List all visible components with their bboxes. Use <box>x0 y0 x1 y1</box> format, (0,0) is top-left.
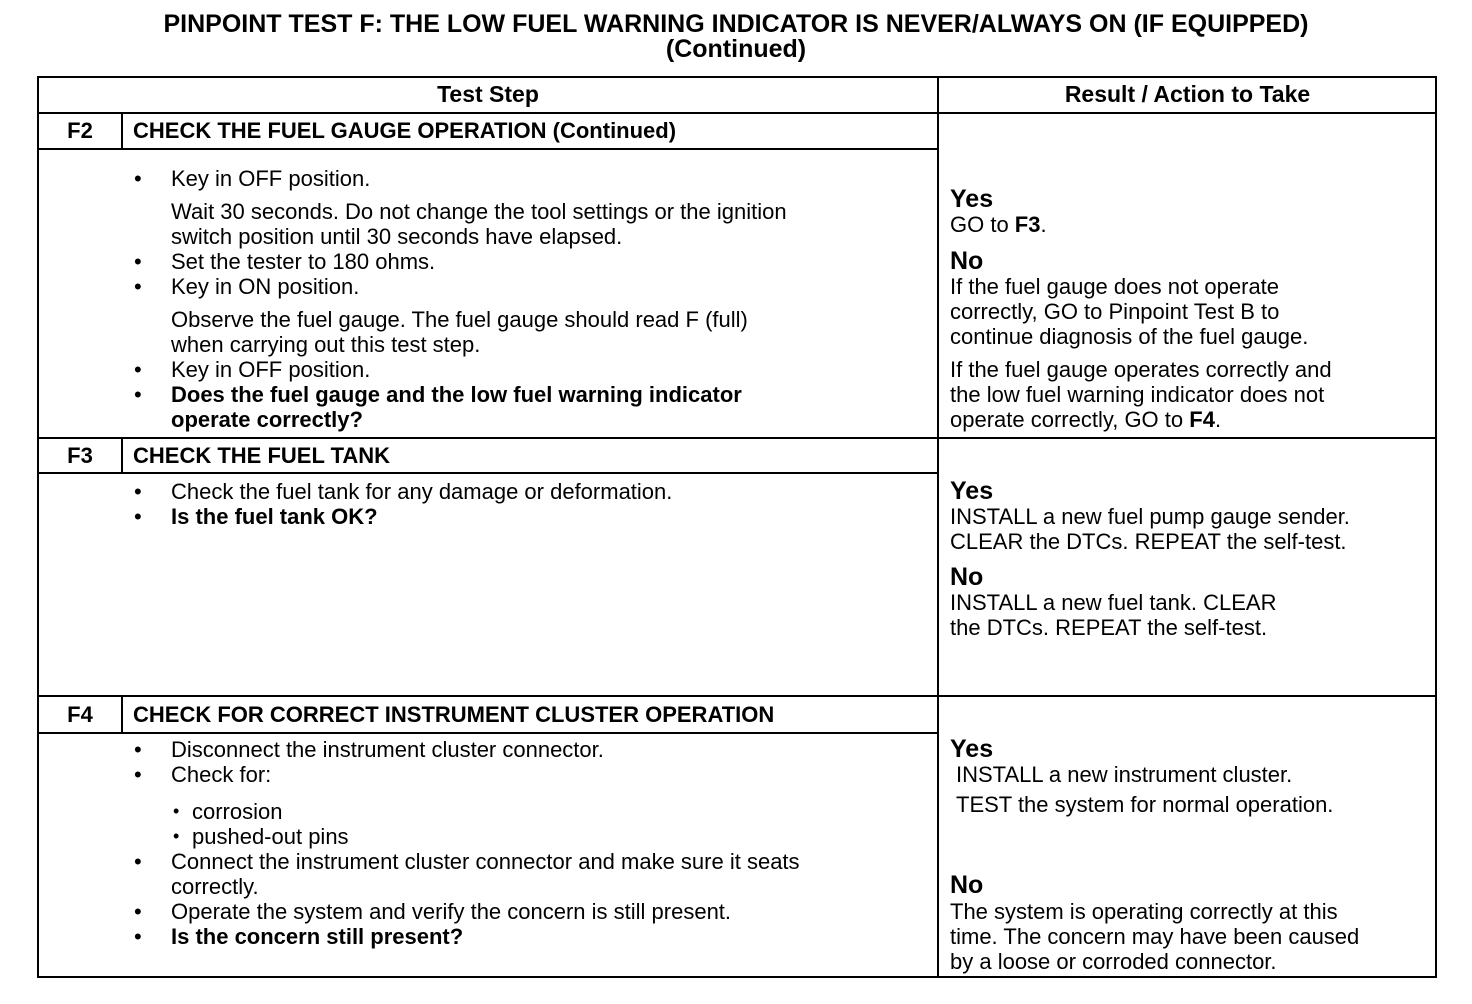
f4-sub-item-1: corrosion <box>192 799 283 824</box>
f4-id-divider <box>121 695 123 734</box>
f2-step-1: Key in OFF position. <box>171 166 371 191</box>
f2-question-a: Does the fuel gauge and the low fuel warning indicator <box>171 382 742 407</box>
f2-yes-post: . <box>1040 212 1047 237</box>
f2-row-rule <box>37 437 1437 439</box>
f4-bullet-4: • <box>134 899 142 924</box>
f2-yes-ref: F3 <box>1014 212 1041 237</box>
f2-no-2b: the low fuel warning indicator does not <box>950 382 1325 407</box>
f3-no-label: No <box>950 563 984 591</box>
title-line-1: PINPOINT TEST F: THE LOW FUEL WARNING INDICATOR IS NEVER/ALWAYS ON (IF EQUIPPED) <box>163 10 1309 38</box>
f4-yes-1: INSTALL a new instrument cluster. <box>956 762 1293 787</box>
f2-note-2a: Observe the fuel gauge. The fuel gauge should read F (full) <box>171 307 748 332</box>
f4-sub-item-2: pushed-out pins <box>192 824 349 849</box>
header-test-step: Test Step <box>437 81 539 107</box>
f4-no-3: by a loose or corroded connector. <box>950 949 1277 974</box>
f2-step-3: Key in ON position. <box>171 274 360 299</box>
f4-heading: CHECK FOR CORRECT INSTRUMENT CLUSTER OPERATION <box>133 702 775 727</box>
f4-sub-bullet-2: • <box>173 826 180 846</box>
f3-no-1: INSTALL a new fuel tank. CLEAR <box>950 590 1277 615</box>
f4-step-3a: Connect the instrument cluster connector and make sure it seats <box>171 849 800 874</box>
f3-yes-2: CLEAR the DTCs. REPEAT the self-test. <box>950 529 1347 554</box>
f4-heading-rule <box>37 732 938 734</box>
f2-id-divider <box>121 112 123 150</box>
f2-question-b: operate correctly? <box>171 407 363 432</box>
f2-yes-action <box>950 212 1047 237</box>
f4-sub-bullet-1: • <box>173 801 180 821</box>
header-rule <box>37 112 1437 114</box>
f3-no-2: the DTCs. REPEAT the self-test. <box>950 615 1268 640</box>
f2-no-1a: If the fuel gauge does not operate <box>950 274 1280 299</box>
f2-bullet-2: • <box>134 249 142 274</box>
f3-yes-1: INSTALL a new fuel pump gauge sender. <box>950 504 1350 529</box>
f4-step-2: Check for: <box>171 762 272 787</box>
f4-step-4: Operate the system and verify the concern is still present. <box>171 899 732 924</box>
f4-yes-label: Yes <box>950 735 994 763</box>
f3-row-rule <box>37 695 1437 697</box>
column-divider <box>937 76 939 978</box>
f4-bullet-2: • <box>134 762 142 787</box>
f2-no-label: No <box>950 247 984 275</box>
f2-step-4: Key in OFF position. <box>171 357 371 382</box>
f2-heading: CHECK THE FUEL GAUGE OPERATION (Continued) <box>133 118 677 143</box>
f2-step-2: Set the tester to 180 ohms. <box>171 249 436 274</box>
f2-note-1b: switch position until 30 seconds have elapsed. <box>171 224 623 249</box>
f4-step-1: Disconnect the instrument cluster connector. <box>171 737 604 762</box>
page-title <box>0 12 1472 62</box>
step-id-f2: F2 <box>67 118 93 143</box>
f2-no-2c-pre: operate correctly, GO to <box>950 407 1190 432</box>
f3-heading: CHECK THE FUEL TANK <box>133 443 391 468</box>
f3-yes-label: Yes <box>950 477 994 505</box>
f2-no-1b: correctly, GO to Pinpoint Test B to <box>950 299 1280 324</box>
f3-question: Is the fuel tank OK? <box>171 504 378 529</box>
f2-no-2c-post: . <box>1214 407 1222 432</box>
f2-bullet-1: • <box>134 166 142 191</box>
f4-bullet-3: • <box>134 849 142 874</box>
f2-no-2c <box>950 407 1221 432</box>
step-id-f3: F3 <box>67 443 93 468</box>
f4-no-1: The system is operating correctly at this <box>950 899 1338 924</box>
f2-yes-label: Yes <box>950 185 994 213</box>
f2-yes-pre: GO to <box>950 212 1015 237</box>
f4-question: Is the concern still present? <box>171 924 464 949</box>
step-id-f4: F4 <box>67 702 93 727</box>
f2-bullet-5: • <box>134 382 142 407</box>
f3-step-1: Check the fuel tank for any damage or deformation. <box>171 479 673 504</box>
f3-id-divider <box>121 437 123 474</box>
header-result: Result / Action to Take <box>1064 81 1311 107</box>
f4-no-label: No <box>950 871 984 899</box>
f4-no-2: time. The concern may have been caused <box>950 924 1360 949</box>
f3-bullet-1: • <box>134 479 142 504</box>
f2-bullet-4: • <box>134 357 142 382</box>
f2-note-2b: when carrying out this test step. <box>171 332 481 357</box>
f4-step-3b: correctly. <box>171 874 259 899</box>
f4-yes-2: TEST the system for normal operation. <box>956 792 1334 817</box>
f4-bullet-1: • <box>134 737 142 762</box>
f3-bullet-2: • <box>134 504 142 529</box>
f3-heading-rule <box>37 472 938 474</box>
f2-note-1a: Wait 30 seconds. Do not change the tool settings or the ignition <box>171 199 787 224</box>
f2-no-2a: If the fuel gauge operates correctly and <box>950 357 1332 382</box>
f2-no-2c-ref: F4 <box>1189 407 1215 432</box>
f2-bullet-3: • <box>134 274 142 299</box>
f4-bullet-5: • <box>134 924 142 949</box>
f2-no-1c: continue diagnosis of the fuel gauge. <box>950 324 1309 349</box>
title-line-2: (Continued) <box>665 35 807 63</box>
f2-heading-rule <box>37 148 938 150</box>
